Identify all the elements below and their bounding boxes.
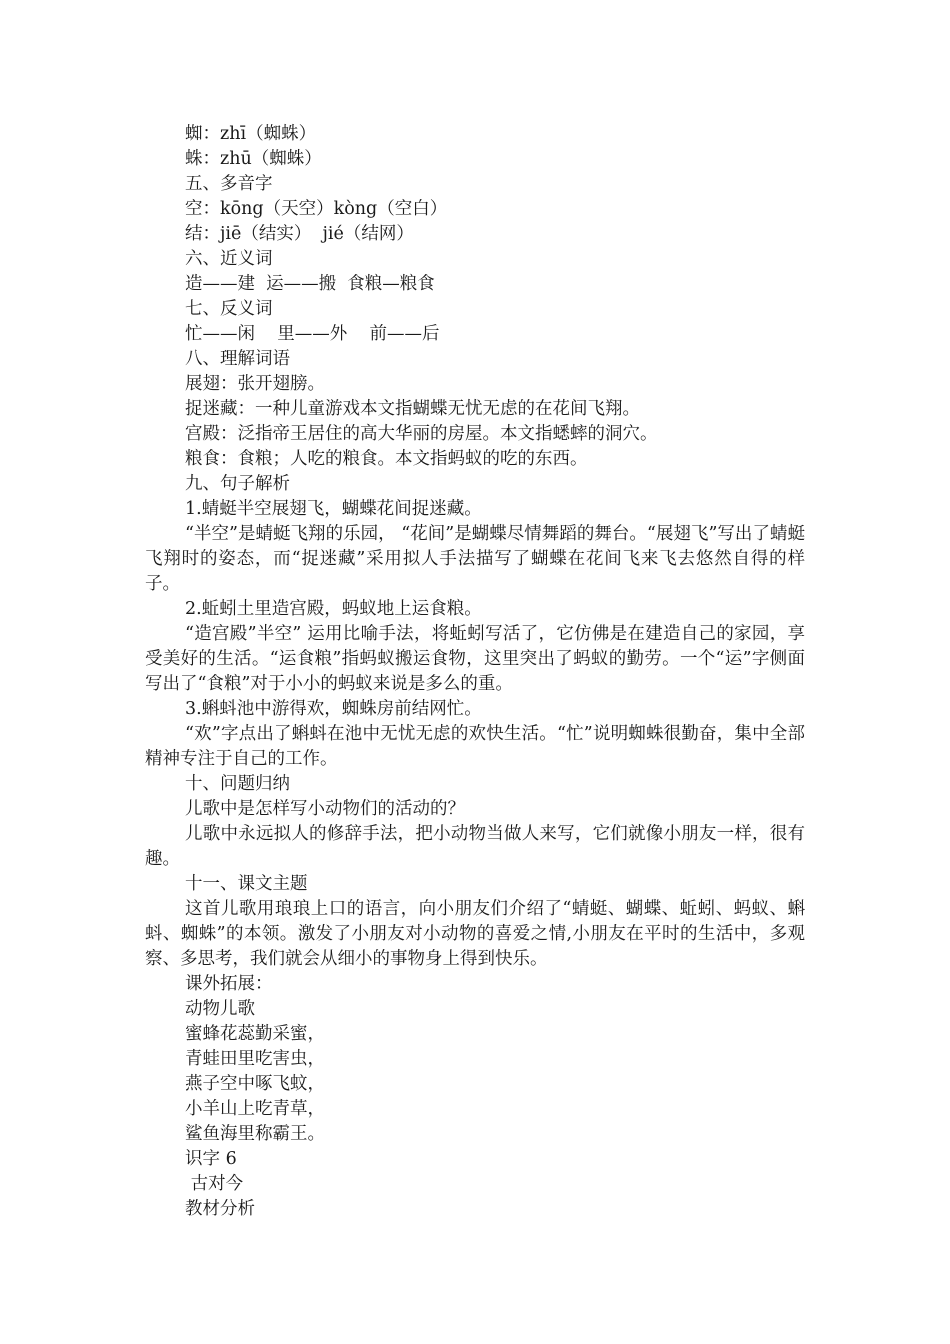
- text-line: 宫殿：泛指帝王居住的高大华丽的房屋。本文指蟋蟀的洞穴。: [185, 424, 658, 444]
- analysis-paragraph: “半空”是蜻蜓飞翔的乐园， “花间”是蝴蝶尽情舞蹈的舞台。“展翅飞”写出了蜻蜓飞翔时的姿态，而“捉迷藏”采用拟人手法描写了蝴蝶在花间飞来飞去悠然自得的样子。: [145, 524, 805, 594]
- section-heading: 七、反义词: [185, 299, 273, 319]
- sentence-line: 3.蝌蚪池中游得欢，蜘蛛房前结网忙。: [185, 699, 482, 719]
- poem-title: 动物儿歌: [185, 999, 255, 1019]
- text-line: 忙——闲 里——外 前——后: [185, 324, 440, 344]
- text-line: 展翅：张开翅膀。: [185, 374, 325, 394]
- section-heading: 十、问题归纳: [185, 774, 290, 794]
- theme-paragraph: 这首儿歌用琅琅上口的语言，向小朋友们介绍了“蜻蜓、蝴蝶、蚯蚓、蚂蚁、蝌蚪、蜘蛛”的本领。激发了小朋友对小动物的喜爱之情,小朋友在平时的生活中，多观察、多思考，我们就会从细小的事物身上得到快乐。: [145, 899, 805, 969]
- analysis-paragraph: “造宫殿”半空” 运用比喻手法，将蚯蚓写活了，它仿佛是在建造自己的家园，享受美好的生活。“运食粮”指蚂蚁搬运食物，这里突出了蚂蚁的勤劳。一个“运”字侧面写出了“食粮”对于小小的蚂蚁来说是多么的重。: [145, 624, 805, 694]
- document-body: [145, 122, 805, 1222]
- text-line: 粮食：食粮；人吃的粮食。本文指蚂蚁的吃的东西。: [185, 449, 588, 469]
- poem-line: 小羊山上吃青草，: [185, 1099, 325, 1119]
- section-heading: 教材分析: [185, 1199, 255, 1219]
- sentence-line: 1.蜻蜓半空展翅飞，蝴蝶花间捉迷藏。: [185, 499, 482, 519]
- text-line: 结：jiē（结实） jié（结网）: [185, 224, 414, 244]
- lesson-subtitle: 古对今: [185, 1174, 244, 1194]
- poem-line: 燕子空中啄飞蚊，: [185, 1074, 325, 1094]
- lesson-title: 识字 6: [185, 1149, 237, 1169]
- text-line: 蜘：zhī（蜘蛛）: [185, 124, 317, 144]
- section-heading: 五、多音字: [185, 174, 273, 194]
- poem-line: 蜜蜂花蕊勤采蜜，: [185, 1024, 325, 1044]
- analysis-paragraph: “欢”字点出了蝌蚪在池中无忧无虑的欢快生活。“忙”说明蜘蛛很勤奋，集中全部精神专注于自己的工作。: [145, 724, 805, 769]
- section-heading: 八、理解词语: [185, 349, 290, 369]
- answer-paragraph: 儿歌中永远拟人的修辞手法，把小动物当做人来写，它们就像小朋友一样，很有趣。: [145, 824, 805, 869]
- text-line: 造——建 运——搬 食粮—粮食: [185, 274, 435, 294]
- section-heading: 六、近义词: [185, 249, 273, 269]
- text-line: 蛛：zhū（蜘蛛）: [185, 149, 322, 169]
- question-line: 儿歌中是怎样写小动物们的活动的？: [185, 799, 465, 819]
- sentence-line: 2.蚯蚓土里造宫殿，蚂蚁地上运食粮。: [185, 599, 482, 619]
- poem-line: 鲨鱼海里称霸王。: [185, 1124, 325, 1144]
- section-heading: 十一、课文主题: [185, 874, 308, 894]
- text-line: 课外拓展：: [185, 974, 273, 994]
- poem-line: 青蛙田里吃害虫，: [185, 1049, 325, 1069]
- text-line: 空：kōng（天空）kòng（空白）: [185, 199, 448, 219]
- text-line: 捉迷藏：一种儿童游戏本文指蝴蝶无忧无虑的在花间飞翔。: [185, 399, 640, 419]
- section-heading: 九、句子解析: [185, 474, 290, 494]
